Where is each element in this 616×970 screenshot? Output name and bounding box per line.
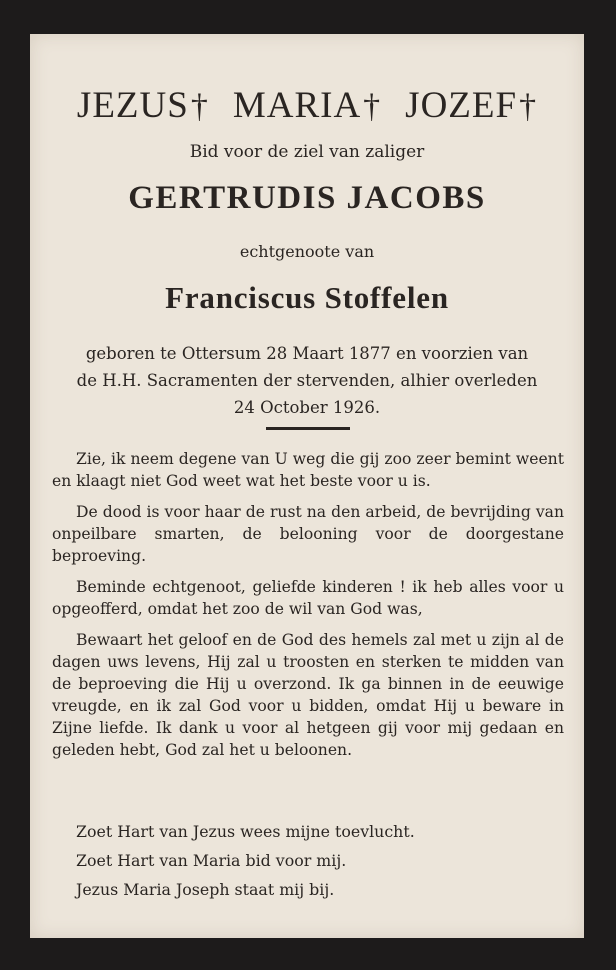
card-paper <box>30 34 584 938</box>
birth-line-3: 24 October 1926. <box>233 398 381 417</box>
prayer-list <box>76 817 564 904</box>
card-content <box>30 34 584 938</box>
spouse-name: Franciscus Stoffelen <box>165 280 449 315</box>
heading-name-jozef: JOZEF <box>405 85 518 126</box>
birth-death-text <box>52 340 562 421</box>
relation-line: echtgenoote van <box>239 242 375 261</box>
prayer-line: Zoet Hart van Jezus wees mijne toevlucht. <box>76 822 415 841</box>
prayer-line: Jezus Maria Joseph staat mij bij. <box>76 880 335 899</box>
heading-name-jezus: JEZUS <box>76 85 189 126</box>
paragraph: Bewaart het geloof en de God des hemels zal met u zijn al de dagen uws levens, Hij zal u troosten en sterken te midden van de beproeving die Hij u overzond. Ik ga binnen in de eeuwige vreugde, en ik zal God voor u bidden, omdat Hij u beware in Zijne liefde. Ik dank u voor al hetgeen gij voor mij gedaan en geleden hebt, God zal het u beloonen. <box>52 631 564 759</box>
body-text <box>52 448 564 770</box>
cross-icon: † <box>190 88 209 125</box>
birth-line-2: de H.H. Sacramenten der stervenden, alhier overleden <box>76 371 538 390</box>
heading-name-maria: MARIA <box>232 85 362 126</box>
paragraph: Beminde echtgenoot, geliefde kinderen ! ik heb alles voor u opgeofferd, omdat het zoo de wil van God was, <box>52 578 564 618</box>
divider-rule <box>266 427 350 430</box>
cross-icon: † <box>363 88 382 125</box>
intro-line: Bid voor de ziel van zaliger <box>189 142 425 162</box>
holy-names-heading <box>30 84 584 127</box>
paragraph: Zie, ik neem degene van U weg die gij zoo zeer bemint weent en klaagt niet God weet wat het beste voor u is. <box>52 450 564 490</box>
cross-icon: † <box>519 88 538 125</box>
deceased-name: GERTRUDIS JACOBS <box>128 180 486 216</box>
prayer-line: Zoet Hart van Maria bid voor mij. <box>76 851 347 870</box>
paragraph: De dood is voor haar de rust na den arbeid, de bevrijding van onpeilbare smarten, de belooning voor de doorgestane beproeving. <box>52 503 564 565</box>
birth-line-1: geboren te Ottersum 28 Maart 1877 en voorzien van <box>85 344 529 363</box>
